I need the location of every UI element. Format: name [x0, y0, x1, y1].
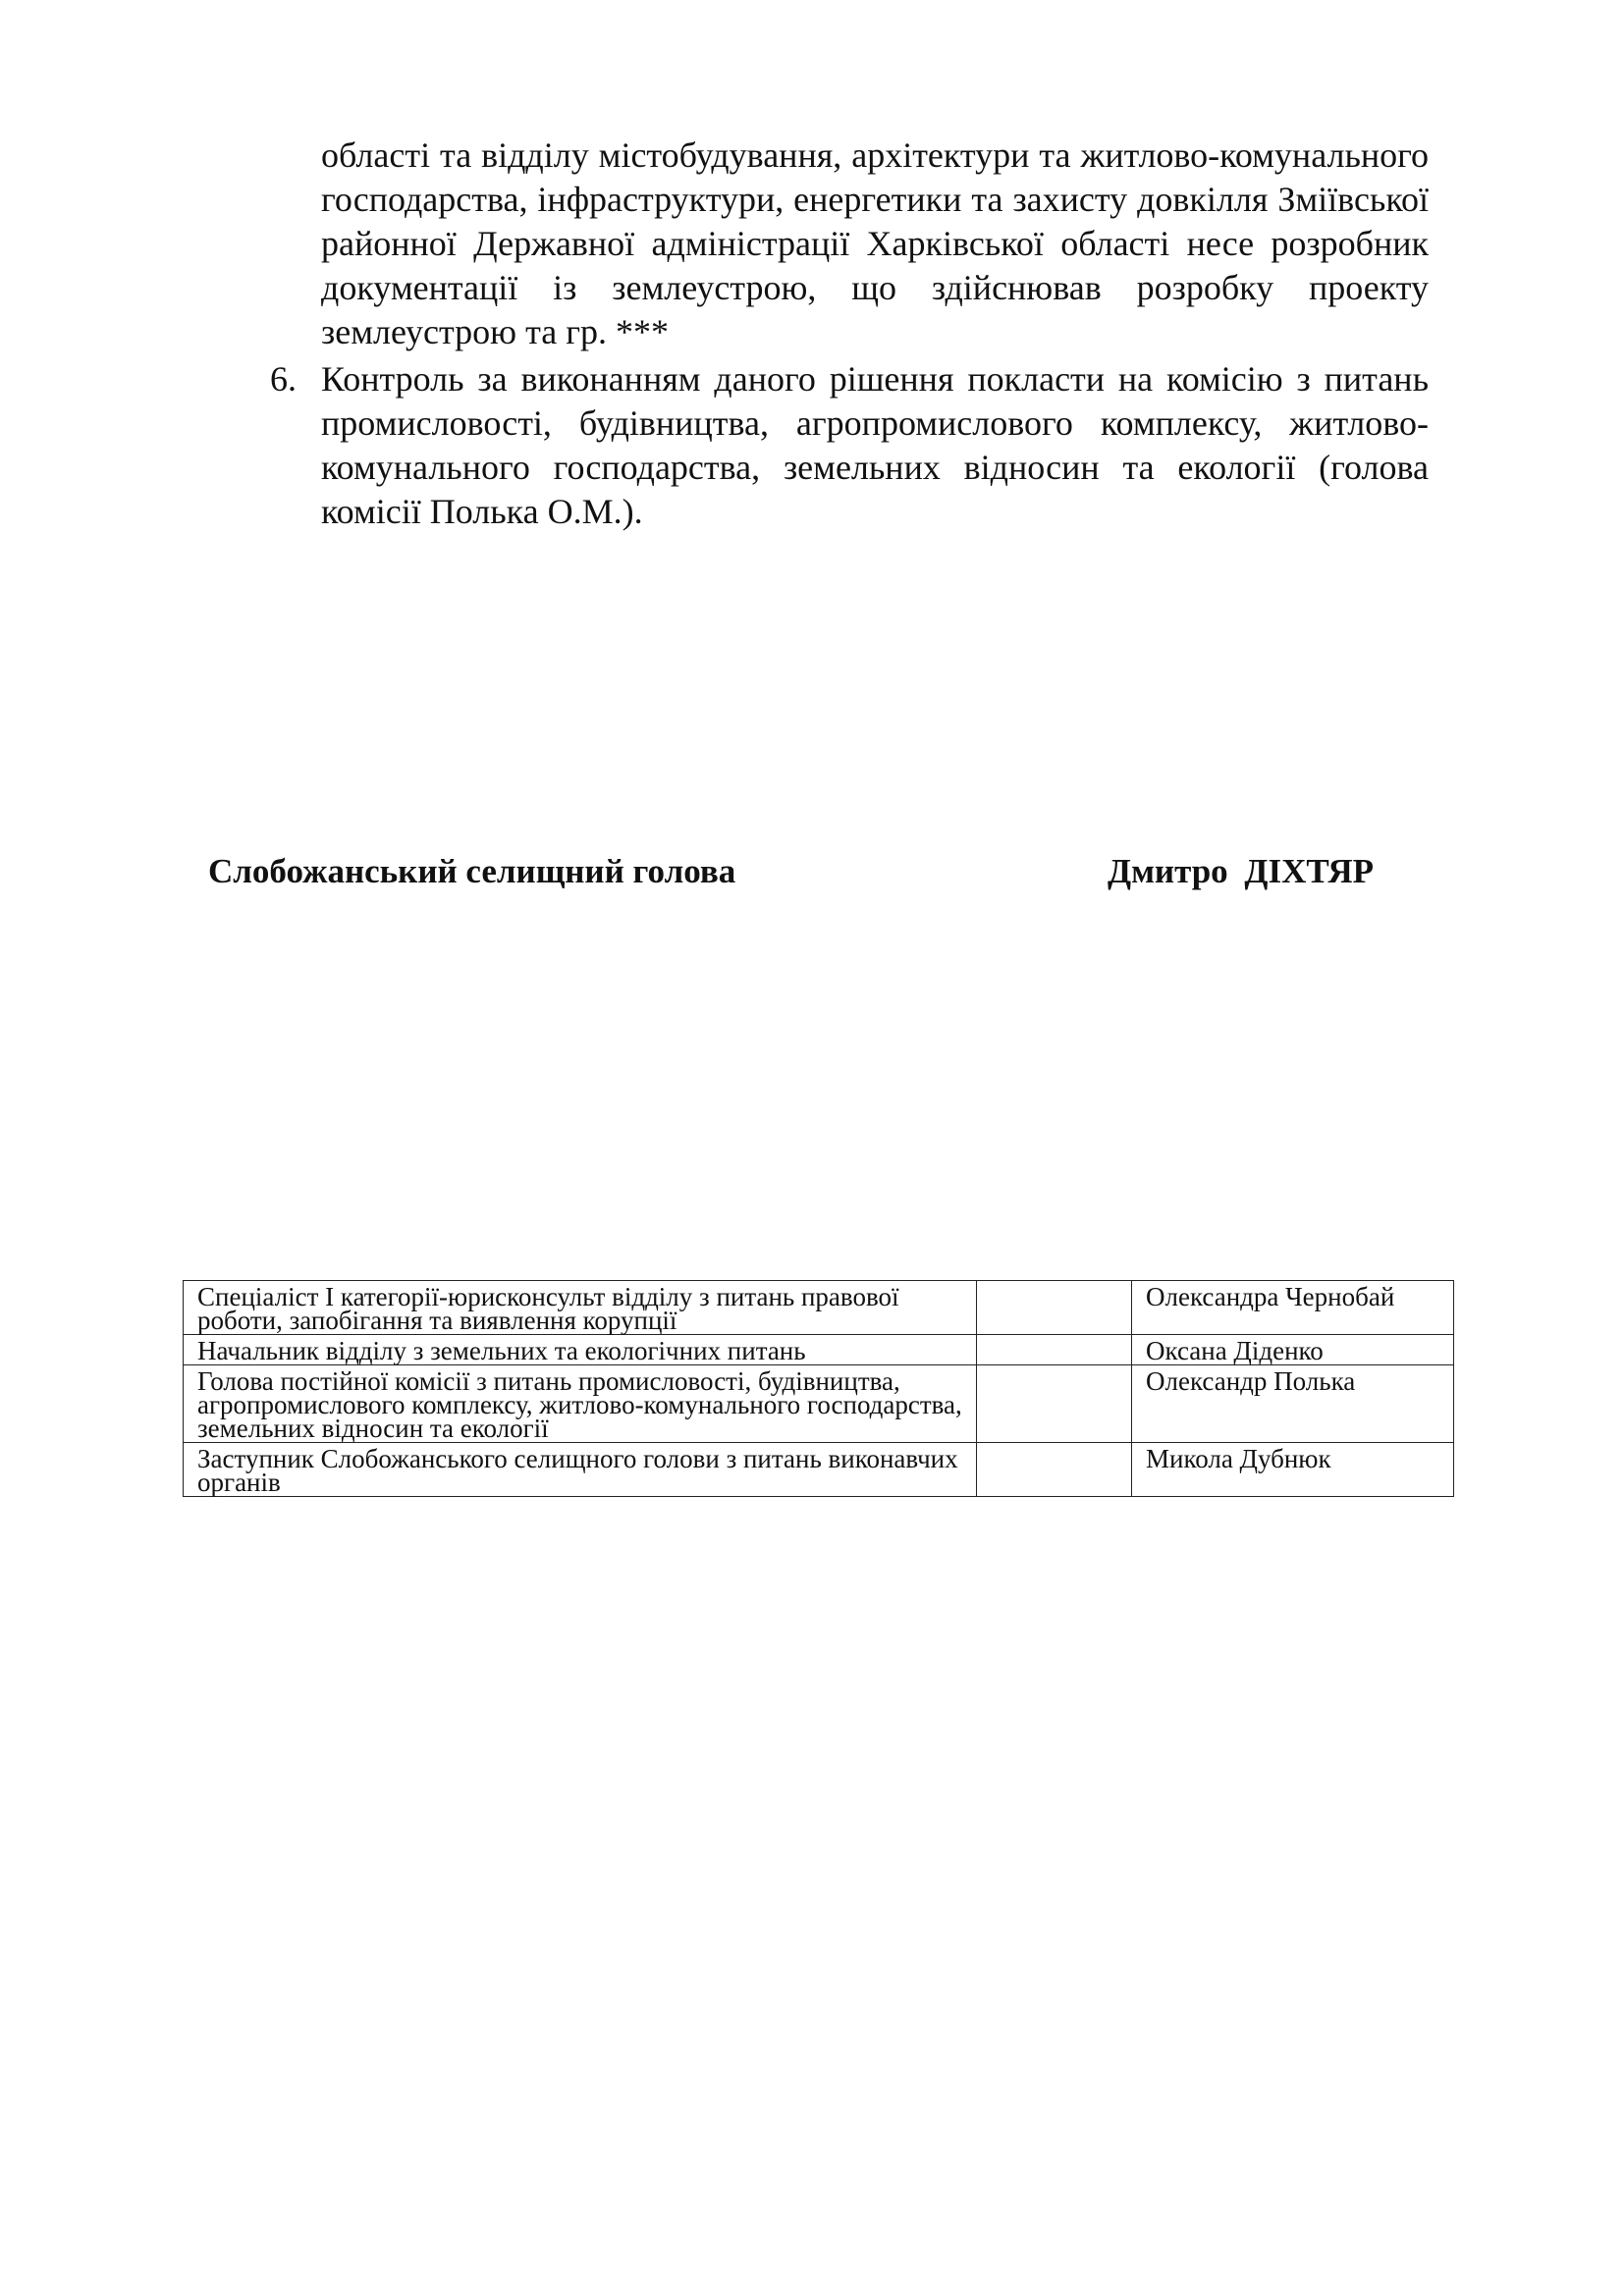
- item-number: 6.: [270, 359, 297, 399]
- approver-name: Олександра Чернобай: [1132, 1281, 1454, 1335]
- table-row: [184, 1443, 1454, 1497]
- table-row: [184, 1281, 1454, 1335]
- approvals-table: [183, 1280, 1454, 1497]
- approver-name: Оксана Діденко: [1132, 1335, 1454, 1365]
- approver-signature-cell: [977, 1443, 1132, 1497]
- approver-position: Начальник відділу з земельних та екологічних питань: [184, 1335, 977, 1365]
- approver-name: Олександр Полька: [1132, 1365, 1454, 1443]
- approver-position: Голова постійної комісії з питань промисловості, будівництва, агропромислового комплексу, житлово-комунального господарства, земельних відносин та екології: [184, 1365, 977, 1443]
- table-row: [184, 1365, 1454, 1443]
- approver-name: Микола Дубнюк: [1132, 1443, 1454, 1497]
- approver-position: Заступник Слобожанського селищного голови з питань виконавчих органів: [184, 1443, 977, 1497]
- signatory-name: Дмитро ДІХТЯР: [1108, 852, 1375, 890]
- approver-signature-cell: [977, 1281, 1132, 1335]
- table-row: [184, 1335, 1454, 1365]
- approver-position: Спеціаліст І категорії-юрисконсульт відділу з питань правової роботи, запобігання та виявлення корупції: [184, 1281, 977, 1335]
- continuation-paragraph: області та відділу містобудування, архітектури та житлово-комунального господарства, інфраструктури, енергетики та захисту довкілля Зміївської районної Державної адміністрації Харківської області несе розробник документації із землеустрою, що здійснював розробку проекту землеустрою та гр. ***: [321, 135, 1429, 351]
- approver-signature-cell: [977, 1335, 1132, 1365]
- signatory-title: Слобожанський селищний голова: [208, 852, 736, 890]
- item-text: Контроль за виконанням даного рішення покласти на комісію з питань промисловості, будівництва, агропромислового комплексу, житлово-комунального господарства, земельних відносин та екології (голова комісії Полька О.М.).: [321, 359, 1429, 531]
- approver-signature-cell: [977, 1365, 1132, 1443]
